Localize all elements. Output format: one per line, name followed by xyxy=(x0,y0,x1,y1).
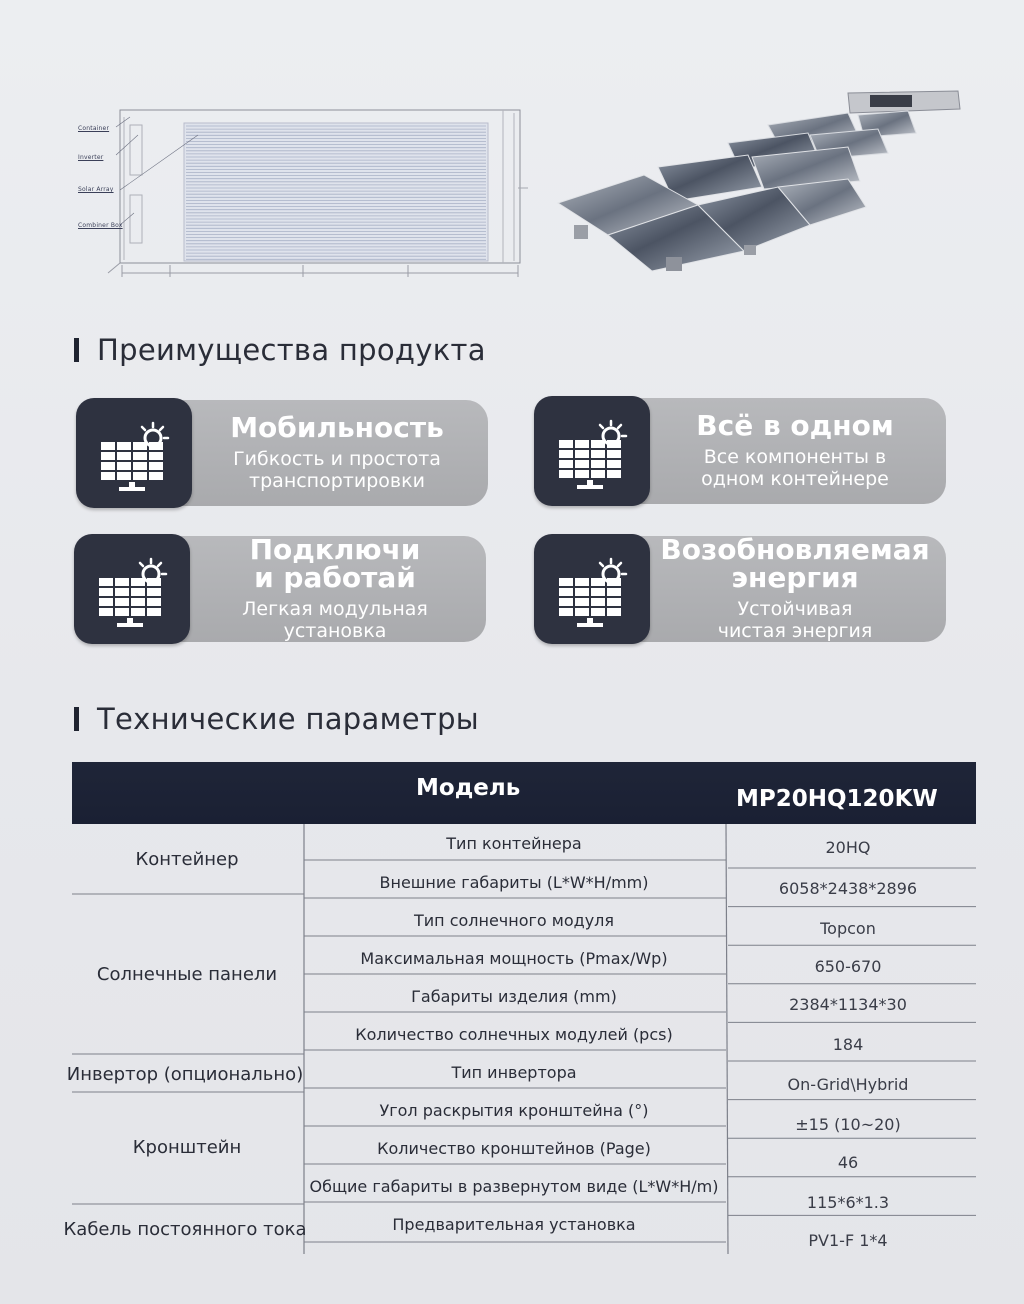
feature-title: Мобильность xyxy=(230,411,444,444)
group-label-bracket: Кронштейн xyxy=(132,1136,242,1158)
param-value: ±15 (10~20) xyxy=(795,1114,901,1134)
param-value: Topcon xyxy=(820,918,876,938)
solar-panel-sun-icon xyxy=(95,550,169,628)
card-text xyxy=(196,398,478,508)
solar-panel-sun-icon xyxy=(555,412,629,490)
param-value: On-Grid\Hybrid xyxy=(787,1074,909,1094)
param-label: Внешние габариты (L*W*H/mm) xyxy=(379,872,649,892)
card-text xyxy=(194,534,476,644)
feature-subtitle: Устойчивая чистая энергия xyxy=(717,598,873,642)
card-text xyxy=(654,396,936,506)
heading-bar xyxy=(74,338,79,362)
param-label: Количество солнечных модулей (pcs) xyxy=(355,1024,673,1044)
feature-title: Подключи и работай xyxy=(249,533,421,594)
param-value: 20HQ xyxy=(825,837,871,857)
specs-heading xyxy=(74,702,479,736)
param-label: Тип контейнера xyxy=(446,833,582,853)
param-value: 115*6*1.3 xyxy=(806,1192,890,1212)
card-icon-box xyxy=(534,534,650,644)
model-header-value: MP20HQ120KW xyxy=(736,786,938,812)
param-label: Угол раскрытия кронштейна (°) xyxy=(379,1100,649,1120)
feature-card-renewable xyxy=(534,534,946,644)
advantages-title: Преимущества продукта xyxy=(97,333,486,367)
param-label: Габариты изделия (mm) xyxy=(411,986,617,1006)
container-outline-svg xyxy=(78,95,528,295)
solar-panel-sun-icon xyxy=(555,550,629,628)
solar-array-stripes xyxy=(184,123,488,261)
table-body xyxy=(63,824,976,1254)
param-label: Тип инвертора xyxy=(451,1062,577,1082)
feature-subtitle: Легкая модульная установка xyxy=(242,598,428,642)
card-icon-box xyxy=(74,534,190,644)
feature-title: Всё в одном xyxy=(696,409,894,442)
card-icon-box xyxy=(76,398,192,508)
feature-card-all-in-one xyxy=(534,396,946,506)
drawing-label-combiner-box: Combiner Box xyxy=(78,222,123,229)
feature-card-mobility xyxy=(76,398,488,508)
group-label-solar-panels: Солнечные панели xyxy=(96,963,278,985)
drawing-label-solar-array: Solar Array xyxy=(78,186,114,193)
param-value: PV1-F 1*4 xyxy=(808,1230,888,1250)
param-label: Количество кронштейнов (Page) xyxy=(377,1138,651,1158)
param-value: 2384*1134*30 xyxy=(789,994,907,1014)
card-icon-box xyxy=(534,396,650,506)
card-text xyxy=(654,534,936,644)
heading-bar xyxy=(74,707,79,731)
container-layout-drawing xyxy=(78,95,528,295)
drawing-label-container: Container xyxy=(78,125,110,132)
solar-panel-sun-icon xyxy=(97,414,171,492)
feature-card-plug-and-play xyxy=(74,534,486,644)
param-value: 6058*2438*2896 xyxy=(778,878,918,898)
param-label: Тип солнечного модуля xyxy=(413,910,615,930)
param-value: 184 xyxy=(832,1034,864,1054)
solar-field-illustration xyxy=(548,85,968,285)
spec-table xyxy=(63,762,976,1254)
model-header-label: Модель xyxy=(416,775,521,801)
param-label: Максимальная мощность (Pmax/Wp) xyxy=(360,948,668,968)
table-header xyxy=(72,762,976,824)
specs-title: Технические параметры xyxy=(97,702,479,736)
feature-subtitle: Все компоненты в одном контейнере xyxy=(701,446,889,490)
param-label: Предварительная установка xyxy=(392,1214,636,1234)
param-value: 46 xyxy=(837,1152,859,1172)
feature-subtitle: Гибкость и простота транспортировки xyxy=(233,448,441,492)
param-value: 650-670 xyxy=(814,956,882,976)
param-label: Общие габариты в развернутом виде (L*W*H/m) xyxy=(309,1176,719,1196)
feature-title: Возобновляемая энергия xyxy=(660,533,930,594)
group-label-dc-cable: Кабель постоянного тока xyxy=(63,1218,307,1240)
drawing-label-inverter: Inverter xyxy=(78,154,104,161)
advantages-heading xyxy=(74,333,486,367)
group-label-inverter: Инвертор (опционально) xyxy=(66,1063,304,1085)
group-label-container: Контейнер xyxy=(135,848,239,870)
solar-field-svg xyxy=(548,85,968,285)
